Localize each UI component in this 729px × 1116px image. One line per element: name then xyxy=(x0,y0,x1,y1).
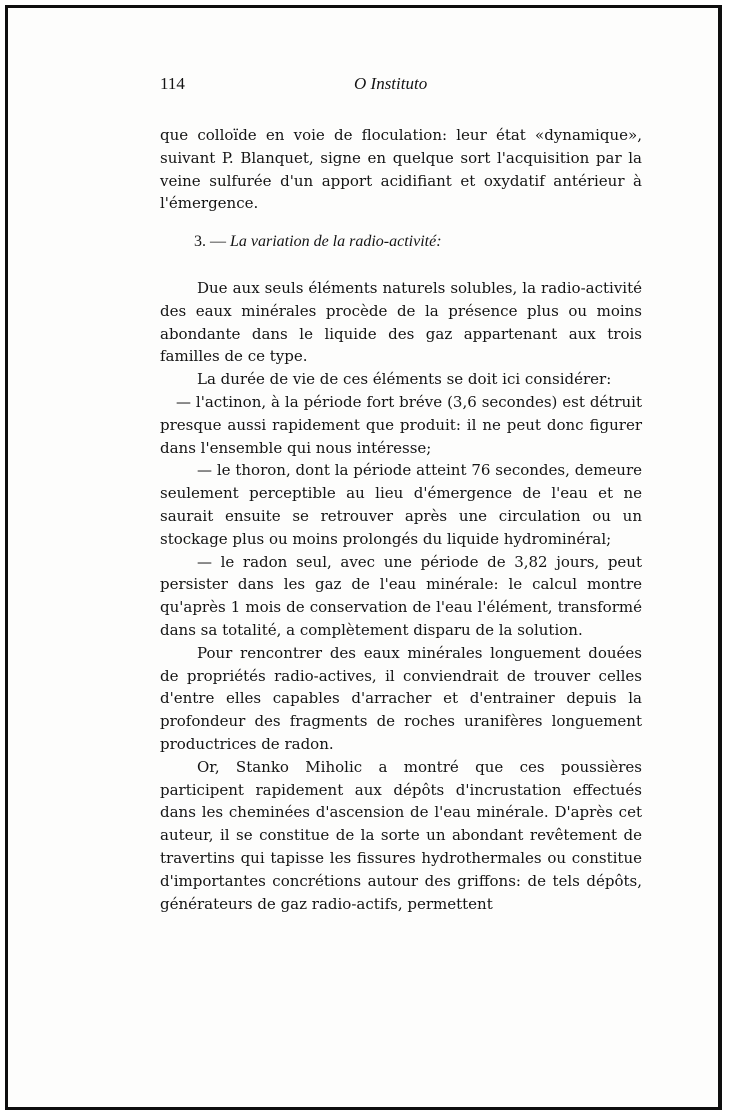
section-number: 3. — xyxy=(194,233,226,250)
paragraph: Due aux seuls éléments naturels solubles, la radio-activité des eaux minérales procède de la présence plus ou moins abondante dans le liquide des gaz appartenant aux trois familles de ce type. xyxy=(160,279,642,366)
page-number: 114 xyxy=(160,74,185,93)
running-head xyxy=(160,70,642,96)
list-item-radon: — le radon seul, avec une période de 3,82 jours, peut persister dans les gaz de l'eau minérale: le calcul montre qu'après 1 mois de conservation de l'eau l'élément, transformé dans sa totalité, a complètement disparu de la solution. xyxy=(160,552,642,639)
list-item-thoron: — le thoron, dont la période atteint 76 secondes, demeure seulement perceptible au lieu d'émergence de l'eau et ne saurait ensuite se retrouver après une circulation ou un stockage plus ou moins prolongés du liquide hydrominéral; xyxy=(160,461,642,548)
journal-title: O Instituto xyxy=(354,74,428,93)
document-page xyxy=(160,70,642,913)
section-heading xyxy=(194,233,442,251)
list-item-actinon: — l'actinon, à la période fort bréve (3,6 secondes) est détruit presque aussi rapidement que produit: il ne peut donc figurer dans l'ensemble qui nous intéresse; xyxy=(160,392,642,457)
section-title: La variation de la radio-activité: xyxy=(230,233,442,250)
paragraph: Pour rencontrer des eaux minérales longuement douées de propriétés radio-actives, il conviendrait de trouver celles d'entre elles capables d'arracher et d'entrainer depuis la profondeur des fragments de roches uranifères longuement productrices de radon. xyxy=(160,643,642,753)
main-text xyxy=(160,277,642,915)
paragraph: Or, Stanko Miholic a montré que ces poussières participent rapidement aux dépôts d'incrustation effectués dans les cheminées d'ascension de l'eau minérale. D'après cet auteur, il se constitue de la sorte un abondant revêtement de travertins qui tapisse les fissures hydrothermales ou constitue d'importantes concrétions autour des griffons: de tels dépôts, générateurs de gaz radio-actifs, permettent xyxy=(160,757,642,913)
paragraph: La durée de vie de ces éléments se doit ici considérer: xyxy=(197,370,612,389)
paragraph-continuation: que colloïde en voie de floculation: leur état «dynamique», suivant P. Blanquet, signe en quelque sort l'acquisition par la veine sulfurée d'un apport acidifiant et oxydatif antérieur à l'émergence. xyxy=(160,126,642,213)
